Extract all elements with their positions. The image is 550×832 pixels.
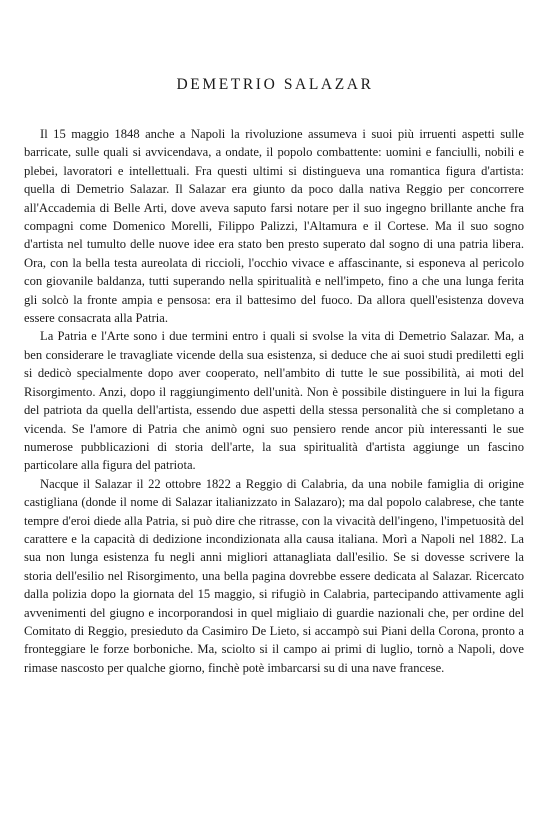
paragraph-1: Il 15 maggio 1848 anche a Napoli la rivoluzione assumeva i suoi più irruenti aspetti sulle barricate, sulle quali si avvicendava, a ondate, il popolo combattente: uomini e fanciulli, nobili e plebei, lavoratori e intellettuali. Fra questi ultimi si distingueva una romantica figura d'artista: quella di Demetrio Salazar. Il Salazar era giunto da poco dalla nativa Reggio per concorrere all'Accademia di Belle Arti, dove aveva saputo farsi notare per il suo ingegno brillante anche fra compagni come Domenico Morelli, Filippo Palizzi, l'Altamura e il Cortese. Ma il suo sogno d'artista nel tumulto delle nuove idee era stato ben presto superato dal sogno di una patria libera. Ora, con la bella testa aureolata di riccioli, l'occhio vivace e affascinante, si esponeva al pericolo con giovanile baldanza, tutti superando nella spiritualità e nell'impeto, fino a che una lunga ferita gli solcò la fronte ampia e pensosa: era il battesimo del fuoco. Da allora quell'esistenza doveva essere consacrata alla Patria.: [24, 127, 524, 326]
article-body: [24, 125, 524, 677]
paragraph-2: La Patria e l'Arte sono i due termini entro i quali si svolse la vita di Demetrio Salazar. Ma, a ben considerare le travagliate vicende della sua esistenza, si deduce che ai suoi studi prediletti egli si dedicò specialmente dopo aver cooperato, nell'ambito di tutte le sue possibilità, ai moti del Risorgimento. Anzi, dopo il raggiungimento dell'unità. Non è possibile distinguere in lui la figura del patriota da quella dell'artista, essendo due aspetti della stessa personalità che si completano a vicenda. Se l'amore di Patria che animò ogni suo pensiero rende ancor più interessanti le sue numerose pubblicazioni di storia dell'arte, la sua spiritualità d'artista aggiunge un fascino particolare alla figura del patriota.: [24, 329, 524, 473]
paragraph-3: Nacque il Salazar il 22 ottobre 1822 a Reggio di Calabria, da una nobile famiglia di origine castigliana (donde il nome di Salazar italianizzato in Salazaro); ma dal popolo calabrese, che tante tempre d'eroi diede alla Patria, si può dire che ritrasse, con la vivacità dell'ingeno, l'impetuosità del carattere e la capacità di dedizione incondizionata alla causa italiana. Morì a Napoli nel 1882. La sua non lunga esistenza fu negli anni migliori attanagliata dall'esilio. Se si dovesse scrivere la storia dell'esilio nel Risorgimento, una bella pagina dovrebbe essere dedicata al Salazar. Ricercato dalla polizia dopo la giornata del 15 maggio, si rifugiò in Calabria, partecipando attivamente agli avvenimenti del giugno e incorporandosi in quel migliaio di guardie nazionali che, per ordine del Comitato di Reggio, presieduto da Casimiro De Lieto, si accampò sui Piani della Corona, pronto a fronteggiare le forze borboniche. Ma, sciolto si il campo ai primi di luglio, tornò a Napoli, dove rimase nascosto per qualche giorno, finchè potè imbarcarsi su di una nave francese.: [24, 476, 524, 675]
page-title: DEMETRIO SALAZAR: [176, 76, 374, 93]
